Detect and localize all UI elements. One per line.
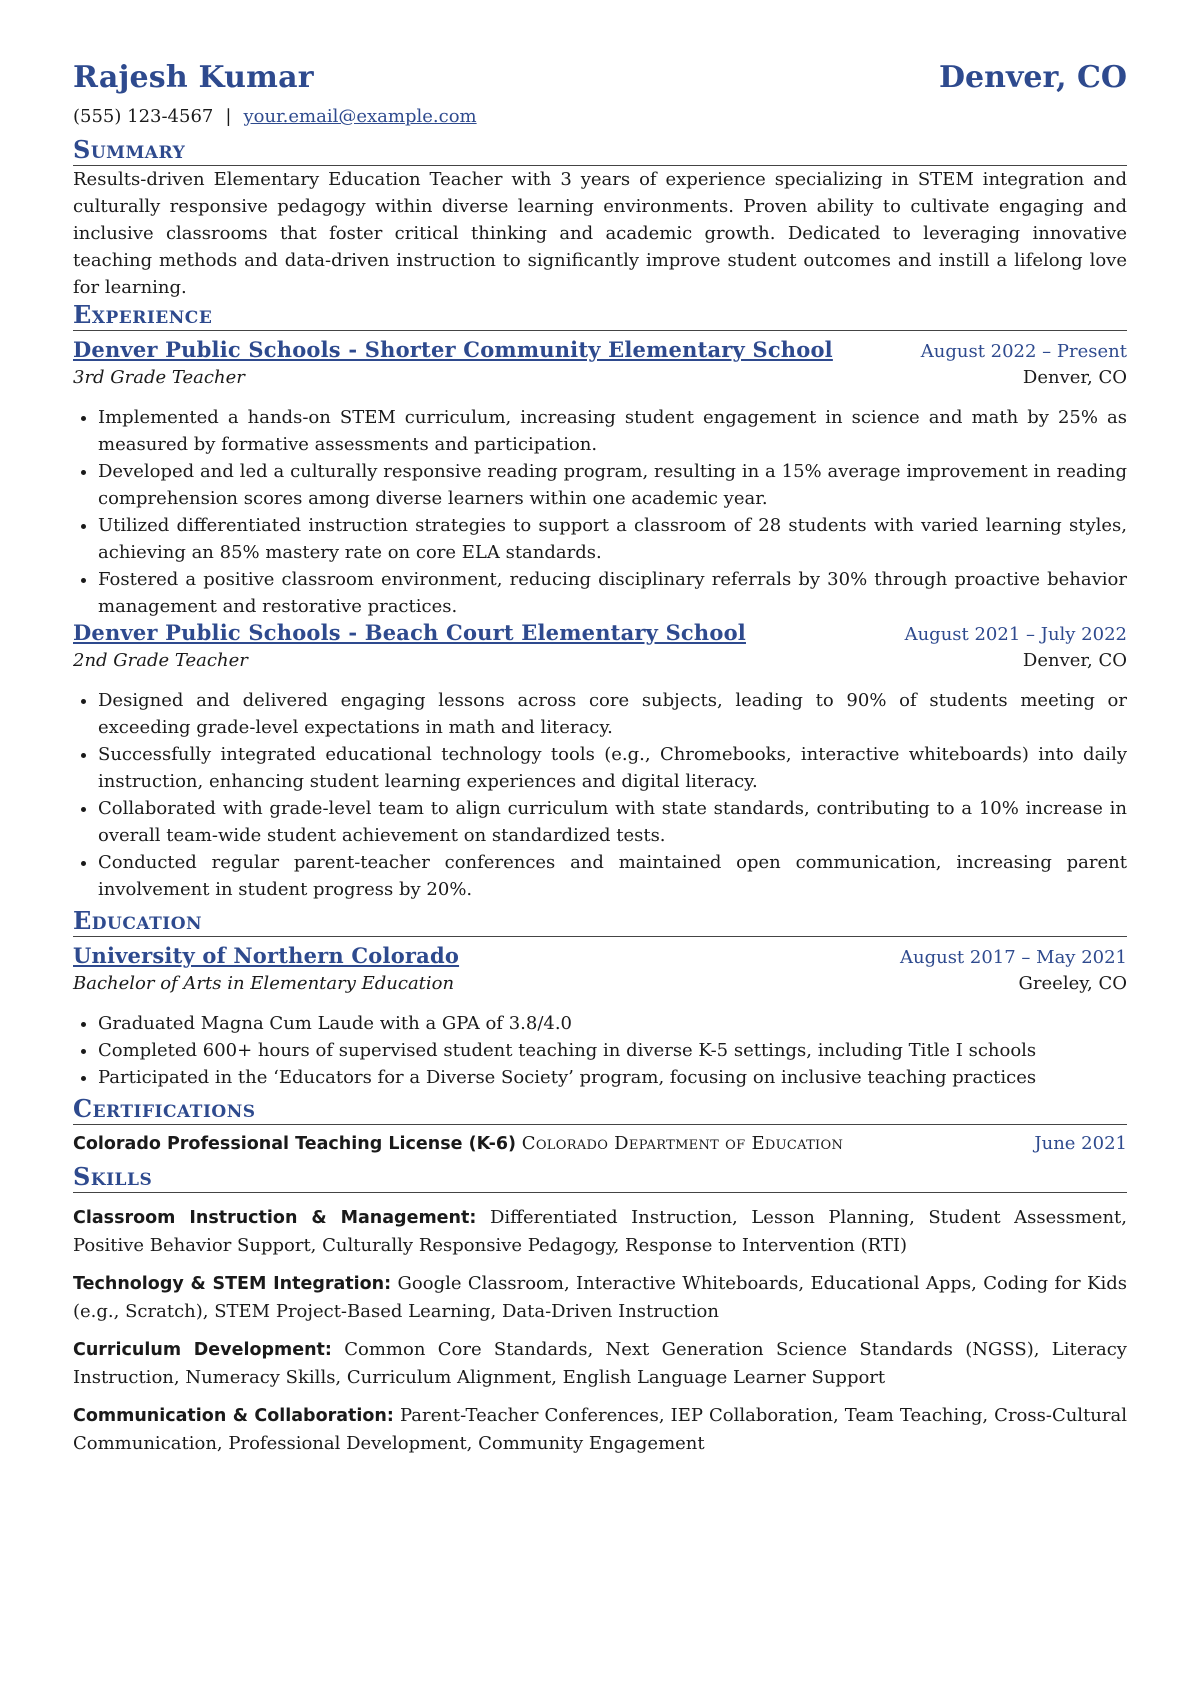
resume-page [73, 60, 1127, 1457]
list-item: • Completed 600+ hours of supervised student teaching in diverse K-5 settings, including Title I schools [98, 1037, 1127, 1064]
skill-category: Technology & STEM Integration: [73, 1274, 392, 1294]
education-location: Greeley, CO [1018, 973, 1127, 994]
summary-text: Results-driven Elementary Education Teacher with 3 years of experience specializing in STEM integration and culturally responsive pedagogy within diverse learning environments. Proven ability to cultivate engaging and inclusive classrooms that foster critical thinking and academic growth. Dedicated to leveraging innovative teaching methods and data-driven instruction to significantly improve student outcomes and instill a lifelong love for learning. [73, 169, 1127, 298]
list-item: • Participated in the ‘Educators for a Diverse Society’ program, focusing on inclusive teaching practices [98, 1064, 1127, 1091]
skill-list: Differentiated Instruction, Lesson Planning, Student Assessment, Positive Behavior Support, Culturally Responsive Pedagogy, Response to Intervention (RTI) [73, 1207, 1127, 1256]
education-dates: August 2017 – May 2021 [899, 947, 1127, 968]
list-item: • Successfully integrated educational technology tools (e.g., Chromebooks, interactive whiteboards) into daily instruction, enhancing student learning experiences and digital literacy. [98, 741, 1127, 795]
skill-category: Communication & Collaboration: [73, 1406, 394, 1426]
skill-row [73, 1204, 1127, 1259]
education-heading: Education [73, 907, 1127, 937]
list-item: • Developed and led a culturally responsive reading program, resulting in a 15% average improvement in reading comprehension scores among diverse learners within one academic year. [98, 458, 1127, 512]
phone-number: (555) 123-4567 [73, 106, 214, 127]
certification-name: Colorado Professional Teaching License (K-6) [73, 1134, 517, 1154]
certifications-heading: Certifications [73, 1095, 1127, 1125]
employer-link[interactable]: Denver Public Schools - Shorter Community Elementary School [73, 337, 833, 362]
job-bullets [73, 687, 1127, 903]
certification-issuer: Colorado Department of Education [521, 1133, 844, 1154]
employer-link[interactable]: Denver Public Schools - Beach Court Elementary School [73, 620, 746, 645]
education-bullets [73, 1010, 1127, 1091]
list-item: • Implemented a hands-on STEM curriculum, increasing student engagement in science and math by 25% as measured by formative assessments and participation. [98, 404, 1127, 458]
list-item: • Utilized differentiated instruction strategies to support a classroom of 28 students with varied learning styles, achieving an 85% mastery rate on core ELA standards. [98, 512, 1127, 566]
education-entry [73, 943, 1127, 1091]
experience-heading: Experience [73, 301, 1127, 331]
skill-category: Curriculum Development: [73, 1340, 332, 1360]
skill-category: Classroom Instruction & Management: [73, 1208, 477, 1228]
summary-heading: Summary [73, 136, 1127, 166]
list-item: • Designed and delivered engaging lessons across core subjects, leading to 90% of students meeting or exceeding grade-level expectations in math and literacy. [98, 687, 1127, 741]
certification-date: June 2021 [1034, 1133, 1127, 1154]
skill-row [73, 1336, 1127, 1391]
contact-line [73, 106, 1127, 136]
header-location: Denver, CO [939, 60, 1127, 95]
certification-row [73, 1133, 1127, 1163]
skills-heading: Skills [73, 1163, 1127, 1193]
resume-header [73, 60, 1127, 104]
list-item: • Conducted regular parent-teacher conferences and maintained open communication, increasing parent involvement in student progress by 20%. [98, 849, 1127, 903]
skill-list: Google Classroom, Interactive Whiteboards, Educational Apps, Coding for Kids (e.g., Scratch), STEM Project-Based Learning, Data-Driven Instruction [73, 1273, 1127, 1322]
degree: Bachelor of Arts in Elementary Education [73, 973, 455, 994]
job-dates: August 2022 – Present [920, 341, 1127, 362]
skill-list: Parent-Teacher Conferences, IEP Collaboration, Team Teaching, Cross-Cultural Communication, Professional Development, Community Engagement [73, 1405, 1127, 1454]
job-location: Denver, CO [1022, 367, 1127, 388]
list-item: • Collaborated with grade-level team to align curriculum with state standards, contributing to a 10% increase in overall team-wide student achievement on standardized tests. [98, 795, 1127, 849]
candidate-name: Rajesh Kumar [73, 60, 314, 95]
list-item: • Fostered a positive classroom environment, reducing disciplinary referrals by 30% through proactive behavior management and restorative practices. [98, 566, 1127, 620]
list-item: • Graduated Magna Cum Laude with a GPA of 3.8/4.0 [98, 1010, 1127, 1037]
experience-entry [73, 337, 1127, 620]
job-title: 3rd Grade Teacher [73, 367, 245, 388]
job-title: 2nd Grade Teacher [73, 650, 248, 671]
job-dates: August 2021 – July 2022 [904, 624, 1127, 645]
skill-row [73, 1270, 1127, 1325]
job-location: Denver, CO [1022, 650, 1127, 671]
skill-row [73, 1402, 1127, 1457]
experience-entry [73, 620, 1127, 903]
school-link[interactable]: University of Northern Colorado [73, 943, 460, 968]
skill-list: Common Core Standards, Next Generation Science Standards (NGSS), Literacy Instruction, Numeracy Skills, Curriculum Alignment, English Language Learner Support [73, 1339, 1127, 1388]
contact-separator: | [225, 106, 232, 127]
job-bullets [73, 404, 1127, 620]
email-link[interactable]: your.email@example.com [243, 106, 477, 127]
